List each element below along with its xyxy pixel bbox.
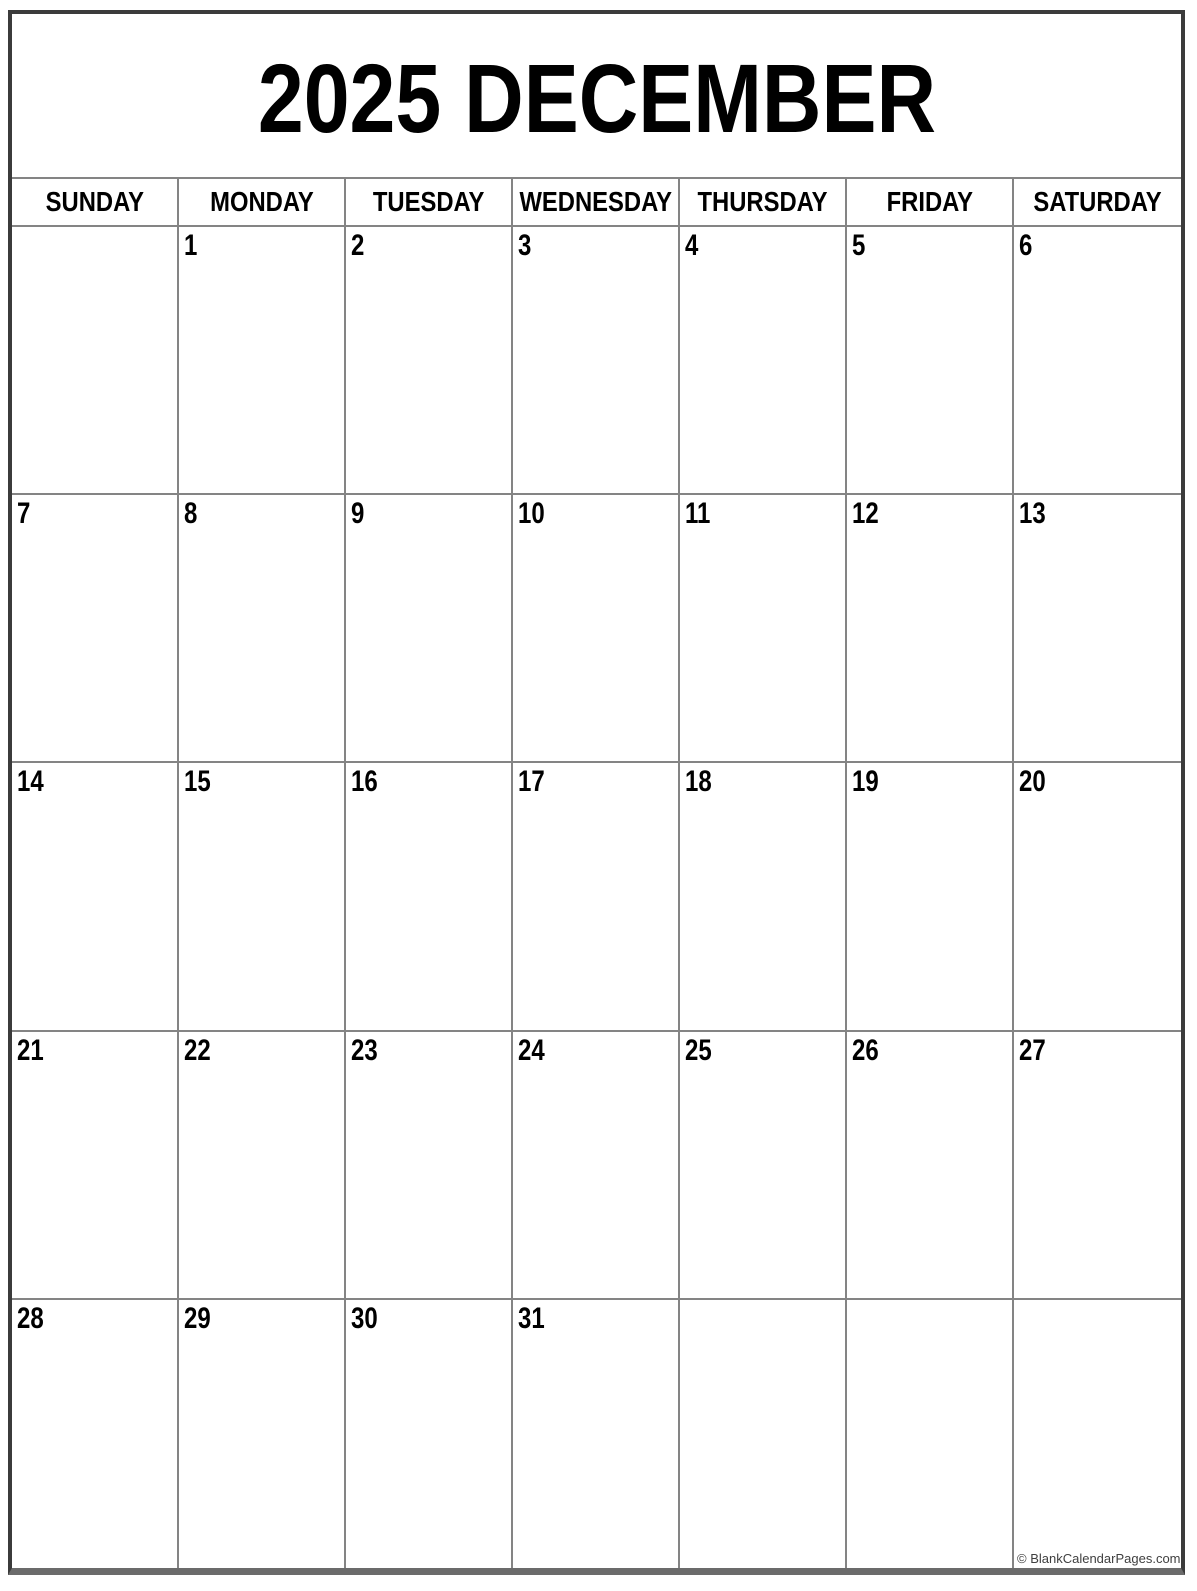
- weekday-label: SATURDAY: [1033, 186, 1162, 217]
- page-title: 2025 DECEMBER: [257, 44, 936, 153]
- day-number: 12: [852, 497, 879, 531]
- day-number: 2: [351, 229, 365, 262]
- day-cell: [12, 227, 179, 495]
- day-cell: [513, 495, 680, 763]
- day-cell: [346, 495, 513, 763]
- weekday-label: SUNDAY: [45, 186, 144, 217]
- day-cell: [179, 1300, 346, 1568]
- day-cell: [346, 1032, 513, 1300]
- day-number: 22: [184, 1033, 211, 1067]
- day-cell: [847, 1032, 1014, 1300]
- day-cell: [847, 495, 1014, 763]
- day-number: 13: [1019, 497, 1046, 531]
- day-number: 15: [184, 765, 211, 799]
- day-cell: [680, 1032, 847, 1300]
- day-number: 10: [518, 497, 545, 531]
- day-number: 6: [1019, 229, 1033, 262]
- day-number: 29: [184, 1301, 211, 1335]
- day-cell: [513, 1032, 680, 1300]
- weekday-label: FRIDAY: [886, 186, 973, 217]
- day-number: 7: [17, 497, 31, 531]
- weekday-header-friday: [847, 179, 1014, 227]
- day-number: 30: [351, 1301, 378, 1335]
- weeks-grid: [12, 227, 1181, 1568]
- day-number: 18: [685, 765, 712, 799]
- day-number: 17: [518, 765, 545, 799]
- day-cell: [513, 763, 680, 1031]
- day-cell: [680, 763, 847, 1031]
- weekday-header-tuesday: [346, 179, 513, 227]
- day-number: 20: [1019, 765, 1046, 799]
- day-cell: [179, 763, 346, 1031]
- day-number: 11: [685, 497, 711, 531]
- day-number: 25: [685, 1033, 712, 1067]
- weekday-label: WEDNESDAY: [519, 186, 672, 217]
- weekday-header-sunday: [12, 179, 179, 227]
- day-number: 3: [518, 229, 532, 262]
- day-number: 5: [852, 229, 866, 262]
- day-cell: [1014, 1032, 1181, 1300]
- day-cell: [12, 1032, 179, 1300]
- day-number: 21: [17, 1033, 44, 1067]
- day-number: 16: [351, 765, 378, 799]
- weekday-label: MONDAY: [209, 186, 314, 217]
- day-cell: [680, 1300, 847, 1568]
- day-number: 23: [351, 1033, 378, 1067]
- day-number: 26: [852, 1033, 879, 1067]
- weekday-label: THURSDAY: [697, 186, 828, 217]
- day-cell: [513, 1300, 680, 1568]
- day-cell: [1014, 1300, 1181, 1568]
- day-cell: [847, 763, 1014, 1031]
- weekday-header-monday: [179, 179, 346, 227]
- day-number: 31: [518, 1301, 545, 1335]
- weekday-label: TUESDAY: [372, 186, 485, 217]
- day-cell: [179, 1032, 346, 1300]
- day-cell: [346, 763, 513, 1031]
- day-number: 8: [184, 497, 198, 531]
- day-cell: [346, 227, 513, 495]
- day-cell: [847, 227, 1014, 495]
- day-number: 9: [351, 497, 365, 531]
- day-cell: [680, 227, 847, 495]
- weekday-header-wednesday: [513, 179, 680, 227]
- day-number: 1: [184, 229, 198, 262]
- watermark-text: © BlankCalendarPages.com: [1017, 1551, 1181, 1566]
- day-cell: [1014, 763, 1181, 1031]
- calendar-page: [8, 10, 1185, 1575]
- day-cell: [847, 1300, 1014, 1568]
- day-cell: [680, 495, 847, 763]
- day-number: 14: [17, 765, 44, 799]
- day-cell: [513, 227, 680, 495]
- day-number: 4: [685, 229, 699, 262]
- day-cell: [12, 763, 179, 1031]
- day-cell: [179, 495, 346, 763]
- day-cell: [346, 1300, 513, 1568]
- weekday-header-row: [12, 177, 1181, 227]
- day-cell: [1014, 227, 1181, 495]
- day-number: 24: [518, 1033, 545, 1067]
- day-cell: [1014, 495, 1181, 763]
- weekday-header-thursday: [680, 179, 847, 227]
- day-cell: [12, 495, 179, 763]
- day-number: 27: [1019, 1033, 1046, 1067]
- day-cell: [12, 1300, 179, 1568]
- title-area: [12, 14, 1181, 177]
- day-number: 28: [17, 1301, 44, 1335]
- day-cell: [179, 227, 346, 495]
- weekday-header-saturday: [1014, 179, 1181, 227]
- day-number: 19: [852, 765, 879, 799]
